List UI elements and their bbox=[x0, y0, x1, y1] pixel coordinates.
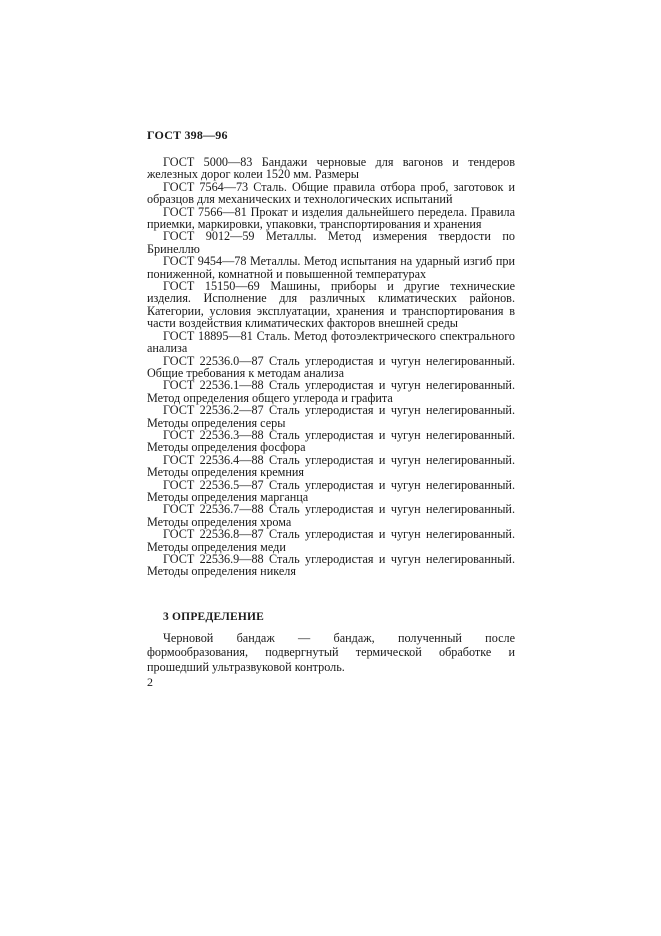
reference-item: ГОСТ 22536.7—88 Сталь углеродистая и чугун нелегированный. Методы определения хрома bbox=[147, 502, 515, 529]
reference-item: ГОСТ 7566—81 Прокат и изделия дальнейшего передела. Правила приемки, маркировки, упаковки, транспортирования и хранения bbox=[147, 204, 515, 232]
reference-item: ГОСТ 22536.4—88 Сталь углеродистая и чугун нелегированный. Методы определения кремния bbox=[147, 452, 515, 480]
page-number: 2 bbox=[147, 675, 153, 689]
section-title: 3 ОПРЕДЕЛЕНИЕ bbox=[163, 611, 265, 623]
reference-item: ГОСТ 22536.3—88 Сталь углеродистая и чугун нелегированный. Методы определения фосфора bbox=[147, 427, 515, 455]
reference-item: ГОСТ 5000—83 Бандажи черновые для вагонов и тендеров железных дорог колеи 1520 мм. Размеры bbox=[147, 155, 515, 182]
document-header: ГОСТ 398—96 bbox=[147, 128, 228, 142]
reference-item: ГОСТ 22536.0—87 Сталь углеродистая и чугун нелегированный. Общие требования к методам анализа bbox=[147, 353, 515, 380]
reference-item: ГОСТ 15150—69 Машины, приборы и другие технические изделия. Исполнение для различных климатических районов. Категории, условия эксплуатации, хранения и транспортирования в части воздействия климатических факторов внешней среды bbox=[147, 279, 515, 331]
reference-item: ГОСТ 22536.9—88 Сталь углеродистая и чугун нелегированный. Методы определения никеля bbox=[147, 552, 515, 579]
reference-item: ГОСТ 22536.8—87 Сталь углеродистая и чугун нелегированный. Методы определения меди bbox=[147, 527, 515, 554]
reference-item: ГОСТ 9012—59 Металлы. Метод измерения твердости по Бринеллю bbox=[147, 229, 515, 256]
reference-item: ГОСТ 7564—73 Сталь. Общие правила отбора проб, заготовок и образцов для механических и технологических испытаний bbox=[147, 179, 515, 207]
reference-item: ГОСТ 22536.5—87 Сталь углеродистая и чугун нелегированный. Методы определения марганца bbox=[147, 477, 515, 504]
reference-item: ГОСТ 22536.1—88 Сталь углеродистая и чугун нелегированный. Метод определения общего углерода и графита bbox=[147, 378, 515, 405]
references-list bbox=[147, 156, 515, 578]
definition-paragraph: Черновой бандаж — бандаж, полученный после формообразования, подвергнутый термической обработке и прошедший ультразвуковой контроль. bbox=[147, 631, 515, 674]
reference-item: ГОСТ 22536.2—87 Сталь углеродистая и чугун нелегированный. Методы определения серы bbox=[147, 403, 515, 430]
reference-item: ГОСТ 18895—81 Сталь. Метод фотоэлектрического спектрального анализа bbox=[147, 328, 515, 356]
reference-item: ГОСТ 9454—78 Металлы. Метод испытания на ударный изгиб при пониженной, комнатной и повышенной температурах bbox=[147, 254, 515, 281]
